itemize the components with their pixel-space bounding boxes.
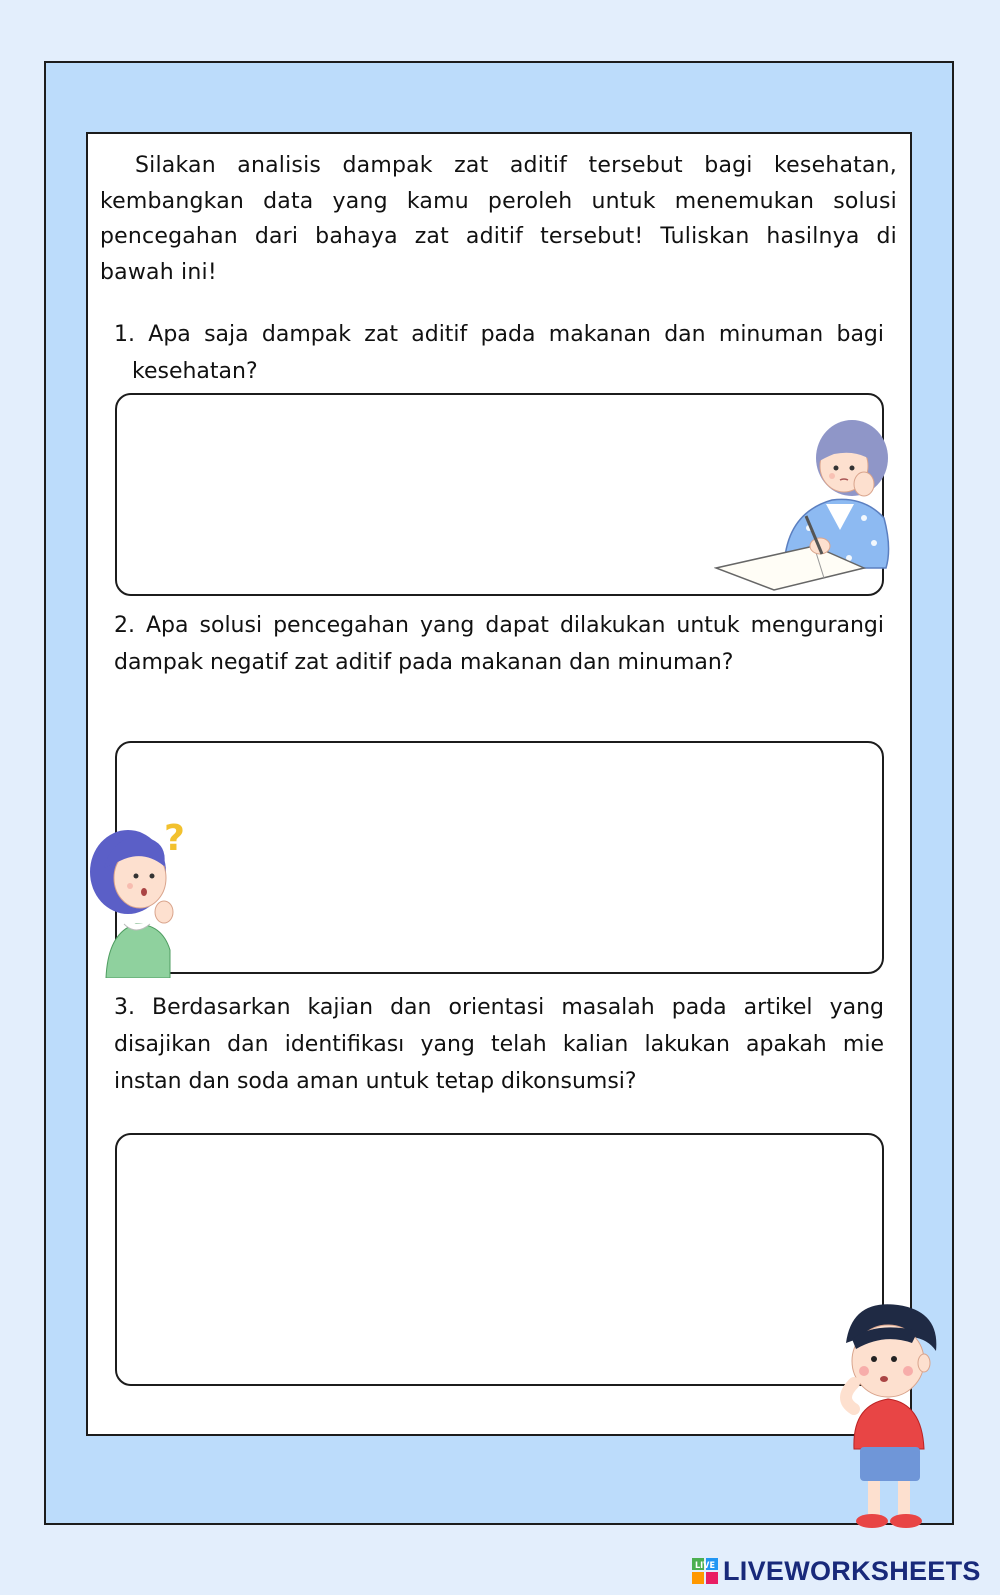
answer-box-3[interactable] [115, 1133, 884, 1386]
girl-thinking-illustration [714, 418, 914, 600]
intro-text: Silakan analisis dampak zat aditif tersebut bagi kesehatan, kembangkan data yang kamu peroleh untuk menemukan solusi pencegahan dari bahaya zat aditif tersebut! Tuliskan hasilnya di bawah ini! [100, 153, 897, 285]
question-1: 1. Apa saja dampak zat aditif pada makanan dan minuman bagi kesehatan? [114, 322, 884, 384]
question-mark-icon: ? [164, 820, 185, 859]
liveworksheets-brand[interactable] [692, 1556, 981, 1586]
question-2: 2. Apa solusi pencegahan yang dapat dilakukan untuk mengurangi dampak negatif zat aditif pada makanan dan minuman? [114, 613, 884, 675]
question-3: 3. Berdasarkan kajian dan orientasi masalah pada artikel yang disajikan dan identifikası yang telah kalian lakukan apakah mie instan dan soda aman untuk tetap dikonsumsi? [114, 995, 884, 1094]
girl-question-illustration [84, 820, 202, 978]
liveworksheets-label: LIVEWORKSHEETS [723, 1555, 981, 1586]
boy-thinking-illustration [832, 1299, 952, 1533]
svg-text:LIVE: LIVE [695, 1561, 715, 1571]
liveworksheets-logo-icon [692, 1558, 718, 1584]
answer-box-2[interactable] [115, 741, 884, 974]
